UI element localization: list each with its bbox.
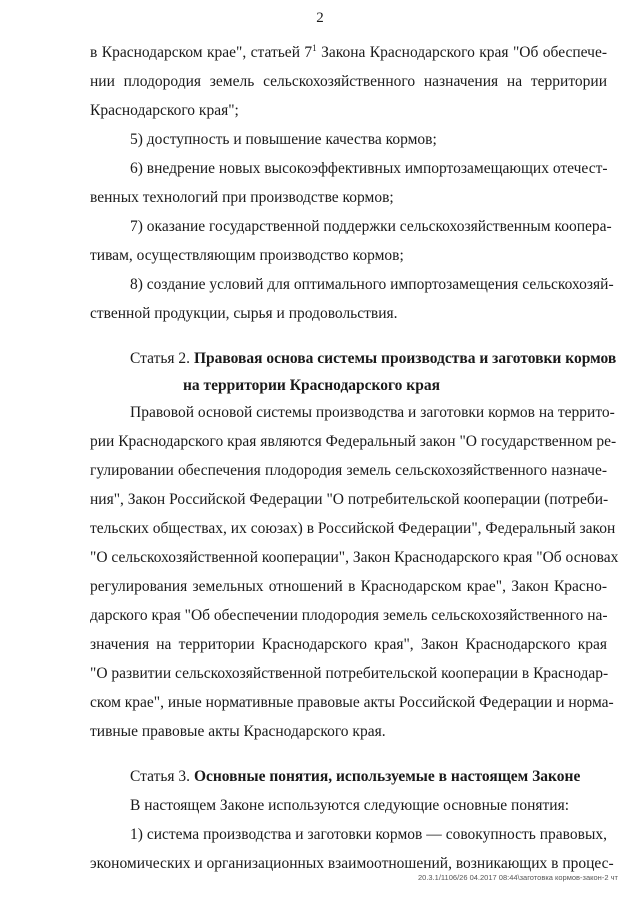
paragraph-line: регулирования земельных отношений в Краснодарском крае", Закон Красно- <box>90 578 607 595</box>
paragraph-line: дарского края "Об обеспечении плодородия земель сельскохозяйственного на- <box>90 607 608 624</box>
paragraph-line: ском крае", иные нормативные правовые акты Российской Федерации и норма- <box>90 694 614 711</box>
text-line: Краснодарского края"; <box>90 102 239 119</box>
text-line: венных технологий при производстве кормов; <box>90 189 394 206</box>
paragraph-line: экономических и организационных взаимоотношений, возникающих в процес- <box>90 855 614 872</box>
paragraph-line: рии Краснодарского края являются Федеральный закон "О государственном ре- <box>90 433 617 450</box>
footer-file-path: 20.3.1/1106/26 04.2017 08:44\заготовка кормов-закон-2 чт <box>418 873 618 882</box>
paragraph-line: тельских обществах, их союзах) в Российской Федерации", Федеральный закон <box>90 520 616 537</box>
list-item: 1) система производства и заготовки кормов — совокупность правовых, <box>130 826 607 843</box>
text-line: нии плодородия земель сельскохозяйственного назначения на территории <box>90 73 607 90</box>
paragraph-line: гулировании обеспечения плодородия земель сельскохозяйственного назначе- <box>90 462 607 479</box>
paragraph-line: значения на территории Краснодарского края", Закон Краснодарского края <box>90 636 607 653</box>
list-item: 7) оказание государственной поддержки сельскохозяйственным коопера- <box>130 218 612 235</box>
list-item: 8) создание условий для оптимального импортозамещения сельскохозяй- <box>130 276 614 293</box>
paragraph-line: Правовой основой системы производства и заготовки кормов на террито- <box>130 404 615 421</box>
text-line: в Краснодарском крае", статьей $7^1$ Закона Краснодарского края "Об обеспече- <box>90 43 607 61</box>
paragraph-line: "О развитии сельскохозяйственной потребительской кооперации в Краснодар- <box>90 665 609 682</box>
page-number: 2 <box>316 10 324 26</box>
paragraph-line: "О сельскохозяйственной кооперации", Закон Краснодарского края "Об основах <box>90 549 619 566</box>
article-3-heading: Статья 3. Основные понятия, используемые в настоящем Законе <box>130 768 581 785</box>
list-item: 5) доступность и повышение качества кормов; <box>130 131 437 148</box>
paragraph-line: тивные правовые акты Краснодарского края. <box>90 723 386 740</box>
paragraph-line: ния", Закон Российской Федерации "О потребительской кооперации (потреби- <box>90 491 609 508</box>
paragraph-line: В настоящем Законе используются следующие основные понятия: <box>130 797 570 814</box>
superscript: 1 <box>312 43 317 53</box>
article-2-heading: Статья 2. Правовая основа системы производства и заготовки кормов <box>130 350 617 367</box>
text-line: ственной продукции, сырья и продовольствия. <box>90 305 398 322</box>
list-item: 6) внедрение новых высокоэффективных импортозамещающих отечест- <box>130 160 608 177</box>
text-line: тивам, осуществляющим производство кормов; <box>90 247 404 264</box>
article-2-heading-cont: на территории Краснодарского края <box>183 377 440 394</box>
